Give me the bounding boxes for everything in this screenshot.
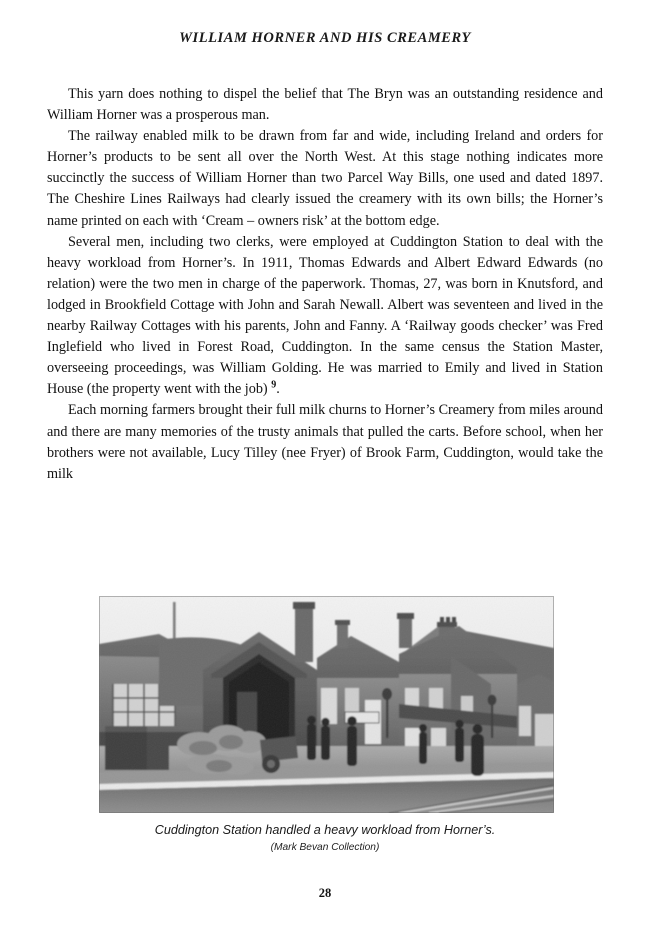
- paragraph: [47, 232, 603, 401]
- figure-photograph: [99, 596, 554, 813]
- footnote-tail: .: [276, 381, 280, 398]
- body-text-column: [47, 84, 603, 485]
- paragraph: This yarn does nothing to dispel the belief that The Bryn was an outstanding residence and William Horner was a prosperous man.: [47, 86, 603, 124]
- figure-caption: Cuddington Station handled a heavy workload from Horner’s.: [154, 823, 496, 837]
- paragraph: Each morning farmers brought their full milk churns to Horner’s Creamery from miles around and there are many memories of the trusty animals that pulled the carts. Before school, when her brothers were not available, Lucy Tilley (nee Fryer) of Brook Farm, Cuddington, would take the milk: [47, 402, 603, 482]
- paragraph: The railway enabled milk to be drawn from far and wide, including Ireland and orders for Horner’s products to be sent all over the North West. At this stage nothing indicates more succinctly the success of William Horner than two Parcel Way Bills, one used and dated 1897. The Cheshire Lines Railways had clearly issued the creamery with its own bills; the Horner’s name printed on each with ‘Cream – owners risk’ at the bottom edge.: [47, 128, 603, 229]
- paragraph-text: Several men, including two clerks, were employed at Cuddington Station to deal with the heavy workload from Horner’s. In 1911, Thomas Edwards and Albert Edward Edwards (no relation) were the two men in charge of the paperwork. Thomas, 27, was born in Knutsford, and lodged in Brookfield Cottage with John and Sarah Newall. Albert was seventeen and lived in the nearby Railway Cottages with his parents, John and Fanny. A ‘Railway goods checker’ was Fred Inglefield who lived in Forest Road, Cuddington. In the same census the Station Master, overseeing proceedings, was William Golding. He was married to Emily and lived in Station House (the property went with the job): [47, 233, 603, 398]
- station-photo: [99, 596, 554, 813]
- figure-credit: (Mark Bevan Collection): [270, 842, 380, 853]
- running-head: WILLIAM HORNER AND HIS CREAMERY: [179, 30, 471, 46]
- footnote-marker: 9: [271, 379, 277, 391]
- page-number: 28: [318, 886, 332, 900]
